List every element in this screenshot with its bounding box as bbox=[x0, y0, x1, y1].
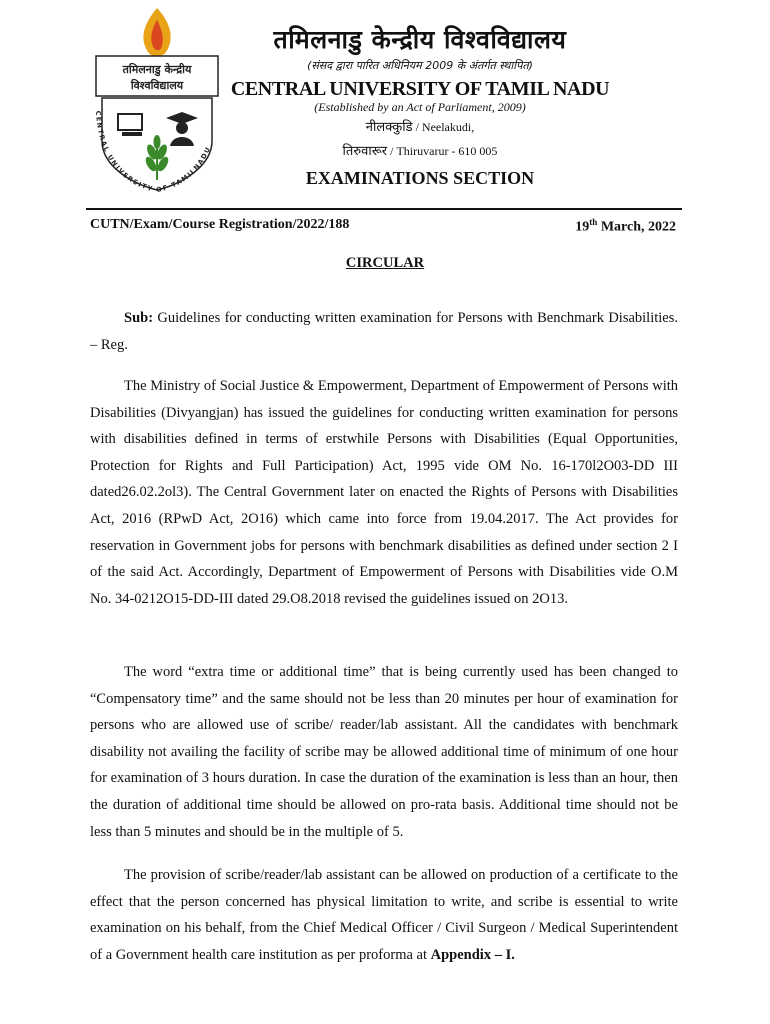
paragraph-3-text: The provision of scribe/reader/lab assistant can be allowed on production of a certificate to the effect that the person concerned has physical limitation to write, and scribe is essential to write examination on his behalf, from the Chief Medical Officer / Civil Surgeon / Medical Superintendent of a Government health care institution as per proforma at bbox=[90, 867, 678, 963]
subject-label: Sub: bbox=[124, 310, 154, 326]
university-hindi-subtitle: (संसद द्वारा पारित अधिनियम 2009 के अंतर्गत स्थापित) bbox=[307, 59, 533, 72]
address-line-1-hindi: नीलक्कुडि bbox=[365, 120, 413, 135]
paragraph-3 bbox=[90, 862, 678, 968]
section-title: EXAMINATIONS SECTION bbox=[305, 168, 535, 188]
appendix-reference: Appendix – I. bbox=[430, 946, 515, 963]
date-rest: March, 2022 bbox=[597, 219, 676, 235]
circular-date bbox=[575, 217, 676, 236]
address-line-1-english: / Neelakudi, bbox=[412, 120, 475, 134]
logo-ring-text: CENTRAL UNIVERSITY OF TAMILNADU bbox=[94, 110, 213, 195]
address-line-2-hindi: तिरुवारूर bbox=[342, 144, 388, 159]
paragraph-2: The word “extra time or additional time” that is being currently used has been changed to “Compensatory time” and the same should not be less than 20 minutes per hour of examination for persons who are allowed use of scribe/ reader/lab assistant. All the candidates with benchmark disability not availing the facility of scribe may be allowed additional time of minimum of one hour for examination of 3 hours duration. In case the duration of the examination is less than an hour, then the duration of additional time should be allowed on pro-rata basis. Additional time should not be less than 5 minutes and should be in the multiple of 5. bbox=[90, 664, 678, 840]
established-note: (Established by an Act of Parliament, 2009) bbox=[314, 100, 526, 114]
address-line-2-english: / Thiruvarur - 610 005 bbox=[387, 144, 498, 158]
date-suffix: th bbox=[589, 217, 598, 227]
reference-number: CUTN/Exam/Course Registration/2022/188 bbox=[90, 217, 350, 232]
logo-hindi-name-1: तमिलनाडु केन्द्रीय bbox=[122, 63, 192, 76]
address-line-1 bbox=[230, 117, 610, 135]
circular-heading: CIRCULAR bbox=[345, 255, 425, 271]
subject-text: Guidelines for conducting written examination for Persons with Benchmark Disabilities. – Reg. bbox=[90, 310, 678, 353]
subject-paragraph bbox=[90, 305, 678, 358]
paragraph-1: The Ministry of Social Justice & Empowerment, Department of Empowerment of Persons with Disabilities (Divyangjan) has issued the guidelines for conducting written examination for persons with disabilities defined in terms of erstwhile Persons with Disabilities (Equal Opportunities, Protection for Rights and Full Participation) Act, 1995 vide OM No. 16-170l2O03-DD III dated26.02.2ol3). The Central Government later on enacted the Rights of Persons with Disabilities Act, 2016 (RPwD Act, 2O16) which came into force from 19.04.2017. The Act provides for reservation in Government jobs for persons with benchmark disabilities as defined under section 2 I of the said Act. Accordingly, Department of Empowerment of Persons with Disabilities vide O.M No. 34-0212O15-DD-III dated 29.O8.2018 revised the guidelines issued on 2O13. bbox=[90, 378, 678, 607]
logo-hindi-name-2: विश्वविद्यालय bbox=[130, 79, 184, 92]
header-divider bbox=[86, 208, 682, 210]
university-hindi-title: तमिलनाडु केन्द्रीय विश्वविद्यालय bbox=[273, 25, 567, 54]
university-logo bbox=[82, 6, 232, 196]
address-line-2 bbox=[230, 141, 610, 159]
date-day: 19 bbox=[575, 219, 590, 235]
university-english-title: CENTRAL UNIVERSITY OF TAMIL NADU bbox=[230, 78, 610, 100]
